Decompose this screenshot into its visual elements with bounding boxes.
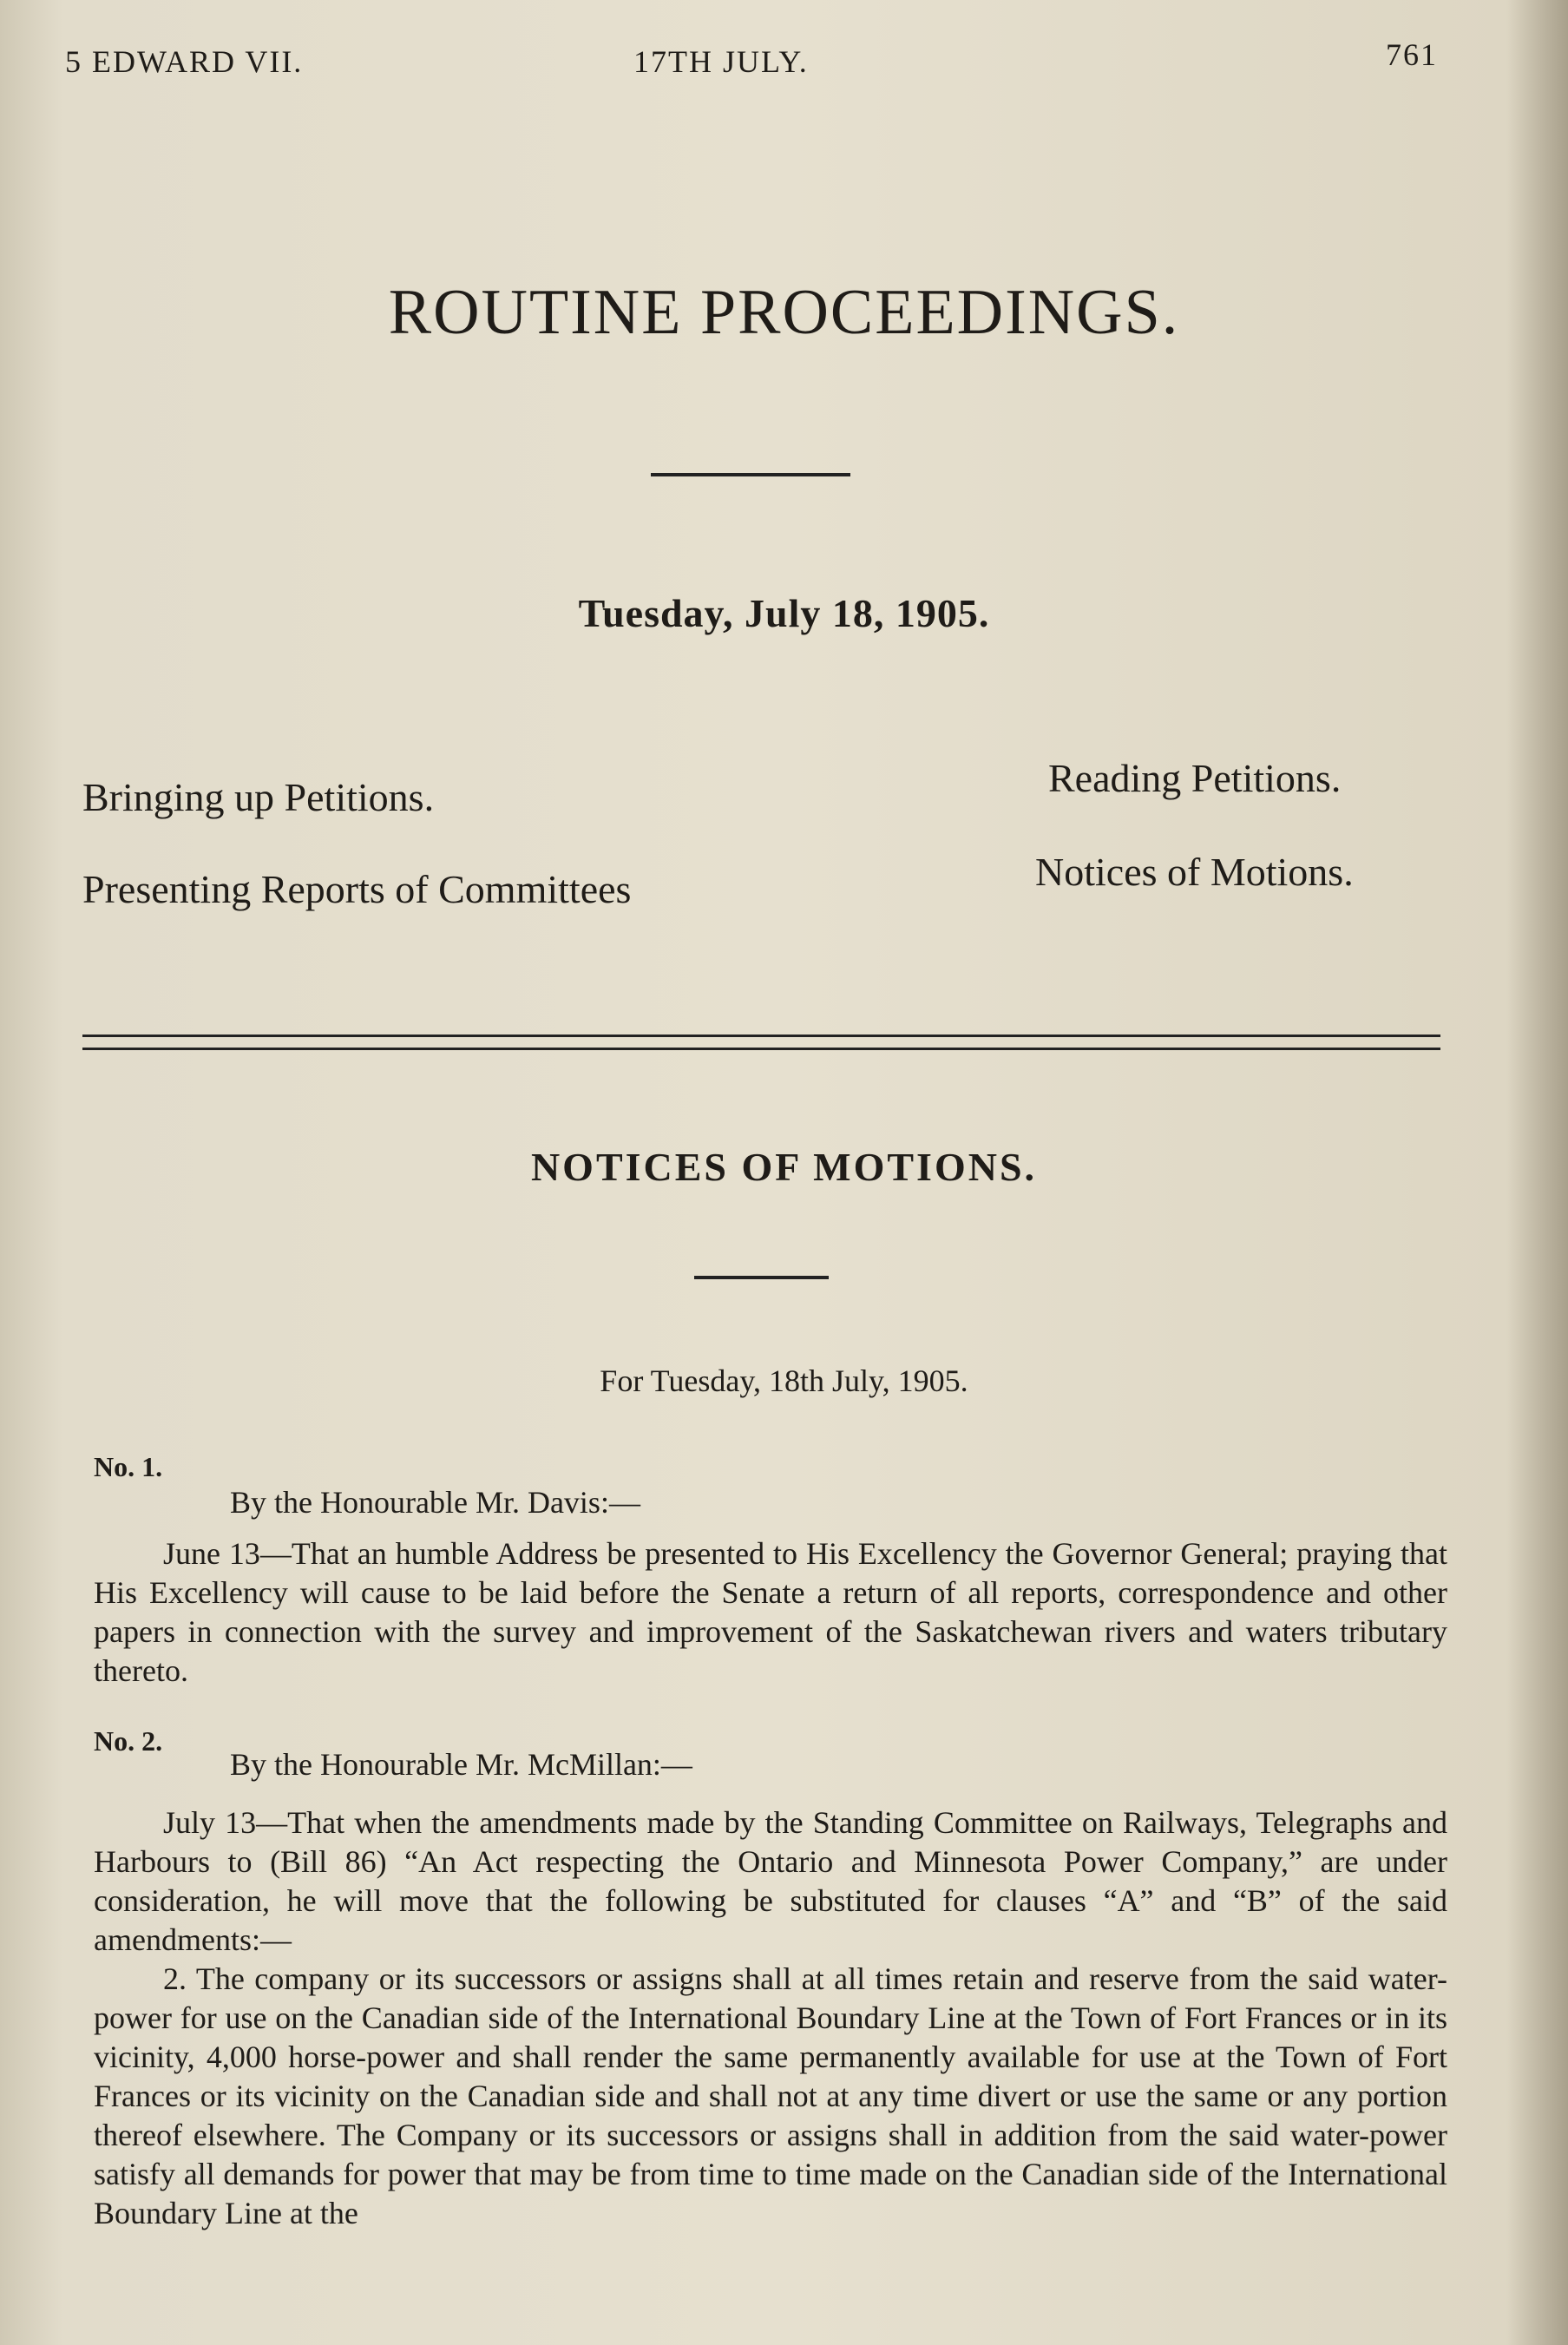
proc-reading-petitions: Reading Petitions. xyxy=(1048,756,1342,800)
motion-mover-2: By the Honourable Mr. McMillan:— xyxy=(230,1747,692,1782)
motion-number-2: No. 2. xyxy=(94,1725,163,1757)
notices-rule xyxy=(694,1276,829,1279)
proc-presenting-reports: Presenting Reports of Committees xyxy=(82,867,632,911)
page-number: 761 xyxy=(1386,37,1438,72)
motion-paragraph: June 13—That an humble Address be presented to His Excellency the Governor General; praying that His Excellency will cause to be laid before the Senate a return of all reports, correspondence and other papers in connection with the survey and improvement of the Saskatchewan rivers and waters tributary thereto. xyxy=(94,1536,1447,1688)
proc-bringing-up-petitions: Bringing up Petitions. xyxy=(82,775,435,819)
motion-text-1 xyxy=(94,1534,1447,1691)
for-date: For Tuesday, 18th July, 1905. xyxy=(600,1363,968,1398)
motion-paragraph: July 13—That when the amendments made by the Standing Committee on Railways, Telegraphs and Harbours to (Bill 86) “An Act respecting the Ontario and Minnesota Power Company,” are under consideration, he will move that the following be substituted for clauses “A” and “B” of the said amendments:— xyxy=(94,1805,1447,1957)
page-title: ROUTINE PROCEEDINGS. xyxy=(388,277,1180,348)
motion-mover-1: By the Honourable Mr. Davis:— xyxy=(230,1485,640,1520)
motion-text-2 xyxy=(94,1803,1447,2233)
date-heading: Tuesday, July 18, 1905. xyxy=(578,591,990,635)
title-rule xyxy=(651,473,850,476)
proc-notices-of-motions: Notices of Motions. xyxy=(1035,850,1354,894)
header-date: 17TH JULY. xyxy=(633,44,809,79)
notices-heading: NOTICES OF MOTIONS. xyxy=(530,1145,1038,1189)
header-regnal-year: 5 EDWARD VII. xyxy=(65,44,304,79)
motion-number-1: No. 1. xyxy=(94,1451,163,1482)
motion-paragraph-clause-2: 2. The company or its successors or assigns shall at all times retain and reserve from the said water-power for use on the Canadian side of the International Boundary Line at the Town of Fort Frances or in its vicinity, 4,000 horse-power and shall render the same permanently available for use at the Town of Fort Frances or its vicinity on the Canadian side and shall not at any time divert or use the same or any portion thereof elsewhere. The Company or its successors or assigns shall in addition from the said water-power satisfy all demands for power that may be from time to time made on the Canadian side of the International Boundary Line at the xyxy=(94,1961,1447,2230)
section-double-rule xyxy=(82,1035,1440,1050)
